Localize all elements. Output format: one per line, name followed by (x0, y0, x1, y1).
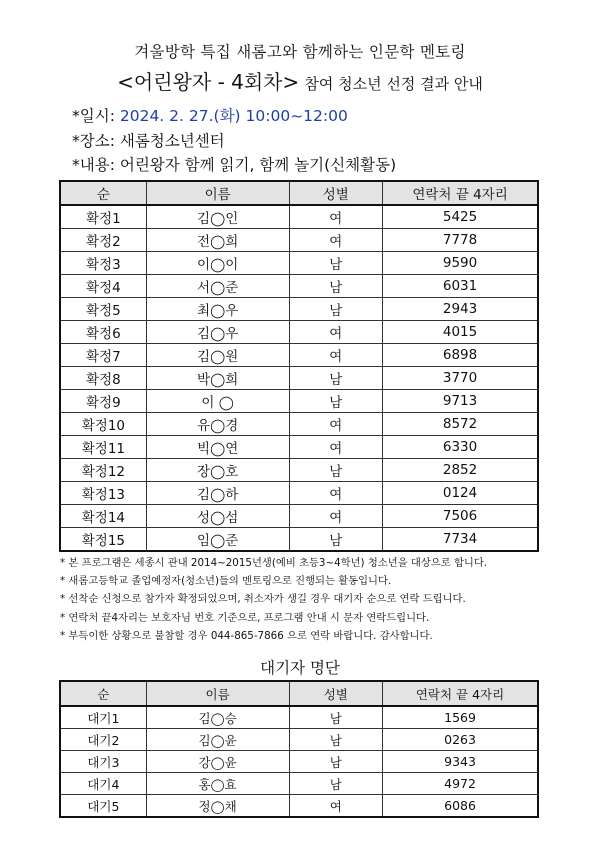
table-row (60, 795, 538, 818)
cell-order: 확정6 (60, 321, 146, 344)
cell-name: 정◯채 (146, 795, 289, 818)
cell-name: 최◯우 (146, 298, 289, 321)
cell-order: 대기3 (60, 751, 146, 773)
table-row (60, 252, 538, 275)
table-row (60, 344, 538, 367)
cell-order: 대기4 (60, 773, 146, 795)
table-row (60, 298, 538, 321)
cell-gender: 남 (289, 706, 383, 729)
header-gender: 성별 (289, 681, 383, 706)
cell-gender: 여 (289, 321, 383, 344)
header-name: 이름 (146, 181, 289, 205)
cell-gender: 여 (289, 344, 383, 367)
cell-name: 김◯하 (146, 482, 289, 505)
note-item: * 본 프로그램은 세종시 관내 2014~2015년생(예비 초등3~4학년) 청소년을 대상으로 합니다. (60, 557, 488, 569)
cell-phone: 4015 (383, 321, 538, 344)
cell-gender: 여 (289, 795, 383, 818)
cell-name: 김◯인 (146, 205, 289, 229)
table-row (60, 505, 538, 528)
cell-gender: 남 (289, 773, 383, 795)
note-item: * 연락처 끝4자리는 보호자님 번호 기준으로, 프로그램 안내 시 문자 연락드립니다. (60, 611, 430, 624)
cell-order: 대기5 (60, 795, 146, 818)
cell-order: 확정10 (60, 413, 146, 436)
cell-name: 성◯섬 (146, 505, 289, 528)
cell-name: 김◯우 (146, 321, 289, 344)
cell-name: 빅◯연 (146, 436, 289, 459)
table-header-row (60, 181, 538, 205)
cell-order: 확정15 (60, 528, 146, 552)
cell-gender: 여 (289, 229, 383, 252)
cell-phone: 2943 (383, 298, 538, 321)
table-row (60, 390, 538, 413)
cell-name: 임◯준 (146, 528, 289, 552)
confirmed-participants-table (59, 180, 539, 552)
cell-order: 확정4 (60, 275, 146, 298)
cell-phone: 0263 (383, 729, 538, 751)
cell-phone: 0124 (383, 482, 538, 505)
program-title: 겨울방학 특집 새롬고와 함께하는 인문학 멘토링 (134, 43, 466, 61)
cell-order: 확정11 (60, 436, 146, 459)
table-row (60, 413, 538, 436)
waitlist-title: 대기자 명단 (260, 659, 340, 677)
cell-order: 확정13 (60, 482, 146, 505)
cell-phone: 9343 (383, 751, 538, 773)
waitlist-table-body (60, 706, 538, 817)
session-subtitle: 참여 청소년 선정 결과 안내 (304, 75, 483, 93)
table-row (60, 229, 538, 252)
header-order: 순 (60, 681, 146, 706)
waitlist-table (59, 680, 539, 818)
table-row (60, 436, 538, 459)
table-row (60, 321, 538, 344)
table-row (60, 482, 538, 505)
cell-phone: 9713 (383, 390, 538, 413)
cell-order: 대기1 (60, 706, 146, 729)
cell-phone: 7506 (383, 505, 538, 528)
table-row (60, 706, 538, 729)
cell-phone: 1569 (383, 706, 538, 729)
cell-name: 전◯희 (146, 229, 289, 252)
table-row (60, 275, 538, 298)
cell-gender: 남 (289, 252, 383, 275)
cell-phone: 6330 (383, 436, 538, 459)
table-row (60, 459, 538, 482)
cell-order: 대기2 (60, 729, 146, 751)
cell-gender: 남 (289, 528, 383, 552)
note-item: * 새롬고등학교 졸업예정자(청소년)들의 멘토링으로 진행되는 활동입니다. (60, 575, 392, 588)
header-gender: 성별 (289, 181, 383, 205)
cell-phone: 4972 (383, 773, 538, 795)
cell-phone: 3770 (383, 367, 538, 390)
session-title (0, 66, 600, 95)
cell-order: 확정5 (60, 298, 146, 321)
cell-gender: 남 (289, 751, 383, 773)
header-phone: 연락처 끝 4자리 (383, 181, 538, 205)
cell-name: 박◯희 (146, 367, 289, 390)
cell-gender: 남 (289, 729, 383, 751)
note-item: * 부득이한 상황으로 불참할 경우 044-865-7866 으로 연락 바랍니다. 감사합니다. (60, 629, 433, 642)
cell-phone: 7734 (383, 528, 538, 552)
info-date (72, 104, 348, 126)
info-place: *장소: 새롬청소년센터 (72, 132, 225, 150)
cell-phone: 9590 (383, 252, 538, 275)
note-item: * 선착순 신청으로 참가자 확정되었으며, 취소자가 생길 경우 대기자 순으로 연락 드립니다. (60, 593, 466, 606)
cell-gender: 남 (289, 298, 383, 321)
cell-gender: 여 (289, 482, 383, 505)
cell-name: 김◯승 (146, 706, 289, 729)
cell-gender: 여 (289, 436, 383, 459)
table-header-row (60, 681, 538, 706)
cell-gender: 남 (289, 390, 383, 413)
cell-phone: 5425 (383, 205, 538, 229)
table-row (60, 205, 538, 229)
table-row (60, 751, 538, 773)
cell-name: 유◯경 (146, 413, 289, 436)
cell-phone: 8572 (383, 413, 538, 436)
cell-phone: 6086 (383, 795, 538, 818)
cell-name: 장◯호 (146, 459, 289, 482)
cell-name: 강◯윤 (146, 751, 289, 773)
table-row (60, 367, 538, 390)
cell-phone: 6898 (383, 344, 538, 367)
cell-gender: 여 (289, 413, 383, 436)
cell-phone: 7778 (383, 229, 538, 252)
session-name: <어린왕자 - 4회차> (117, 70, 300, 94)
table-row (60, 773, 538, 795)
cell-gender: 여 (289, 205, 383, 229)
cell-order: 확정12 (60, 459, 146, 482)
cell-name: 홍◯효 (146, 773, 289, 795)
cell-order: 확정3 (60, 252, 146, 275)
table-row (60, 729, 538, 751)
cell-order: 확정8 (60, 367, 146, 390)
cell-name: 김◯윤 (146, 729, 289, 751)
table-row (60, 528, 538, 552)
cell-phone: 2852 (383, 459, 538, 482)
info-date-label: *일시: (72, 107, 120, 125)
header-phone: 연락처 끝 4자리 (383, 681, 538, 706)
cell-gender: 남 (289, 367, 383, 390)
header-order: 순 (60, 181, 146, 205)
info-date-value: 2024. 2. 27.(화) 10:00~12:00 (119, 107, 348, 125)
cell-order: 확정2 (60, 229, 146, 252)
cell-order: 확정9 (60, 390, 146, 413)
cell-phone: 6031 (383, 275, 538, 298)
notes-list (60, 554, 600, 645)
cell-gender: 남 (289, 275, 383, 298)
cell-gender: 남 (289, 459, 383, 482)
cell-gender: 여 (289, 505, 383, 528)
cell-order: 확정14 (60, 505, 146, 528)
cell-name: 이◯이 (146, 252, 289, 275)
cell-name: 김◯원 (146, 344, 289, 367)
cell-name: 서◯준 (146, 275, 289, 298)
cell-name: 이 ◯ (146, 390, 289, 413)
confirmed-table-body (60, 205, 538, 551)
cell-order: 확정1 (60, 205, 146, 229)
cell-order: 확정7 (60, 344, 146, 367)
info-content: *내용: 어린왕자 함께 읽기, 함께 놀기(신체활동) (72, 156, 397, 174)
header-name: 이름 (146, 681, 289, 706)
